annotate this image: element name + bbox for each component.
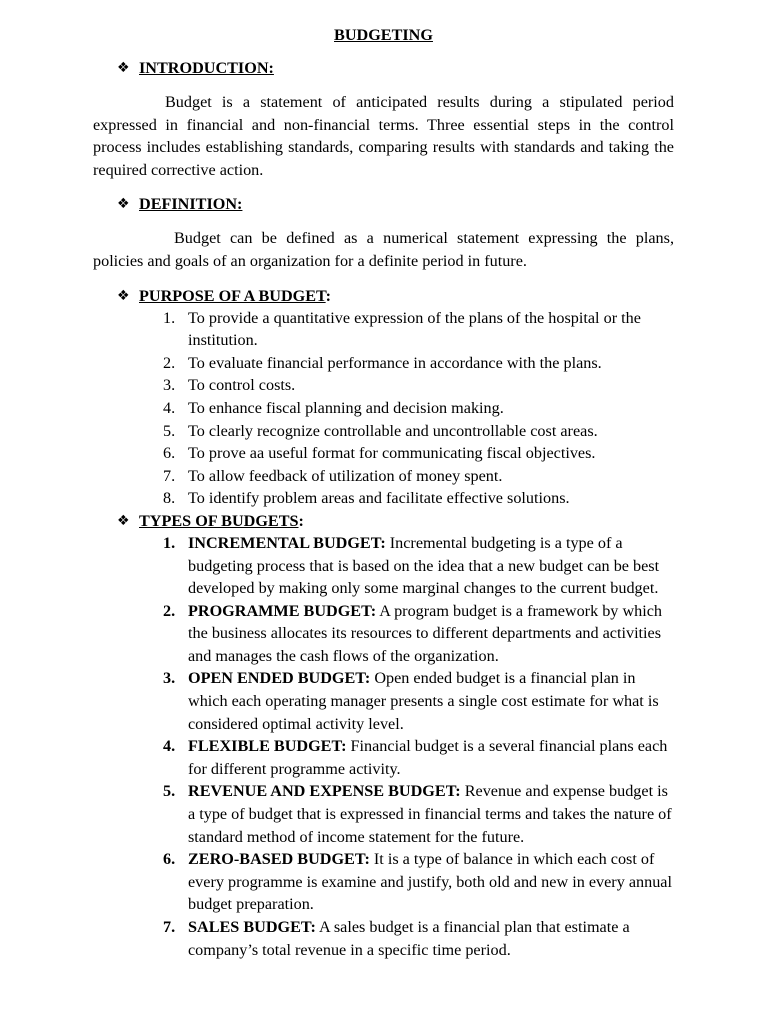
list-item-text: To allow feedback of utilization of money spent. — [188, 466, 503, 485]
list-item — [93, 442, 674, 465]
definition-heading-text: DEFINITION: — [139, 195, 243, 214]
list-item-text: To provide a quantitative expression of the plans of the hospital or the institution. — [188, 308, 641, 350]
list-item-number: 7. — [163, 918, 176, 936]
list-item-term: INCREMENTAL BUDGET: — [188, 533, 386, 552]
list-item-number: 6. — [163, 850, 176, 869]
list-item — [93, 487, 674, 510]
list-item — [93, 307, 674, 352]
list-item-term: ZERO-BASED BUDGET: — [188, 850, 370, 869]
list-item-term: SALES BUDGET: — [188, 918, 316, 936]
list-item-number: 3. — [163, 376, 176, 395]
list-item-text: To identify problem areas and facilitate effective solutions. — [188, 489, 570, 508]
list-item-number: 5. — [163, 782, 176, 801]
list-item — [93, 374, 674, 397]
four-diamond-bullet-icon: ❖ — [117, 196, 130, 213]
list-item-text: A sales budget is a financial plan that estimate a company’s total revenue in a specific time period. — [188, 918, 630, 959]
list-item-text: Financial budget is a several financial plans each for different programme activity. — [188, 737, 668, 778]
list-item — [93, 735, 674, 780]
four-diamond-bullet-icon: ❖ — [117, 287, 130, 304]
list-item — [93, 848, 674, 916]
list-item — [93, 600, 674, 668]
list-item-text: To control costs. — [188, 376, 296, 395]
list-item-number: 6. — [163, 444, 176, 463]
introduction-heading-text: INTRODUCTION: — [139, 59, 274, 77]
types-heading-text: TYPES OF BUDGETS — [139, 511, 299, 530]
list-item-text: Incremental budgeting is a type of a budgeting process that is based on the idea that a new budget can be best developed by making only some marginal changes to the current budget. — [188, 533, 660, 598]
list-item-text: Revenue and expense budget is a type of budget that is expressed in financial terms and takes the nature of standard method of income statement for the future. — [188, 782, 672, 846]
list-item-number: 5. — [163, 421, 176, 440]
list-item — [93, 397, 674, 420]
purpose-heading-text: PURPOSE OF A BUDGET — [139, 286, 326, 305]
purpose-list — [93, 307, 674, 510]
list-item — [93, 465, 674, 488]
definition-paragraph: Budget can be defined as a numerical statement expressing the plans, policies and goals of an organization for a definite period in future. — [93, 229, 674, 270]
list-item-number: 1. — [163, 308, 176, 327]
list-item — [93, 916, 674, 961]
list-item-number: 2. — [163, 601, 176, 620]
purpose-heading — [93, 285, 674, 307]
list-item-number: 4. — [163, 398, 176, 417]
purpose-heading-colon: : — [325, 286, 332, 305]
list-item-term: REVENUE AND EXPENSE BUDGET: — [188, 782, 461, 801]
types-list — [93, 532, 674, 961]
introduction-paragraph: Budget is a statement of anticipated results during a stipulated period expressed in financial and non-financial terms. Three essential steps in the control process includes establishing standards, comparing results with standards and taking the required corrective action. — [93, 93, 674, 179]
list-item-term: FLEXIBLE BUDGET: — [188, 737, 347, 756]
list-item-number: 2. — [163, 353, 176, 372]
list-item — [93, 352, 674, 375]
types-heading — [93, 510, 674, 532]
list-item-number: 1. — [163, 533, 176, 552]
list-item-number: 4. — [163, 737, 176, 756]
introduction-heading — [93, 57, 674, 79]
list-item-number: 3. — [163, 669, 176, 688]
list-item-text: A program budget is a framework by which the business allocates its resources to different departments and activities and manages the cash flows of the organization. — [188, 601, 663, 665]
list-item-number: 8. — [163, 489, 176, 508]
list-item — [93, 780, 674, 848]
list-item-text: To evaluate financial performance in accordance with the plans. — [188, 353, 602, 372]
page-title: BUDGETING — [334, 26, 433, 44]
definition-heading — [93, 193, 674, 215]
list-item-text: It is a type of balance in which each cost of every programme is examine and justify, both old and new in every annual budget preparation. — [188, 850, 672, 914]
four-diamond-bullet-icon: ❖ — [117, 512, 130, 529]
types-heading-colon: : — [298, 511, 304, 530]
list-item-number: 7. — [163, 466, 176, 485]
list-item — [93, 420, 674, 443]
list-item-term: PROGRAMME BUDGET: — [188, 601, 377, 620]
list-item — [93, 532, 674, 600]
document-page — [93, 24, 674, 961]
list-item-term: OPEN ENDED BUDGET: — [188, 669, 371, 688]
four-diamond-bullet-icon: ❖ — [117, 60, 130, 76]
list-item-text: To enhance fiscal planning and decision making. — [188, 398, 504, 417]
list-item — [93, 667, 674, 735]
list-item-text: Open ended budget is a financial plan in which each operating manager presents a single cost estimate for what is considered optimal activity level. — [188, 669, 659, 733]
list-item-text: To clearly recognize controllable and uncontrollable cost areas. — [188, 421, 598, 440]
list-item-text: To prove aa useful format for communicating fiscal objectives. — [188, 444, 596, 463]
